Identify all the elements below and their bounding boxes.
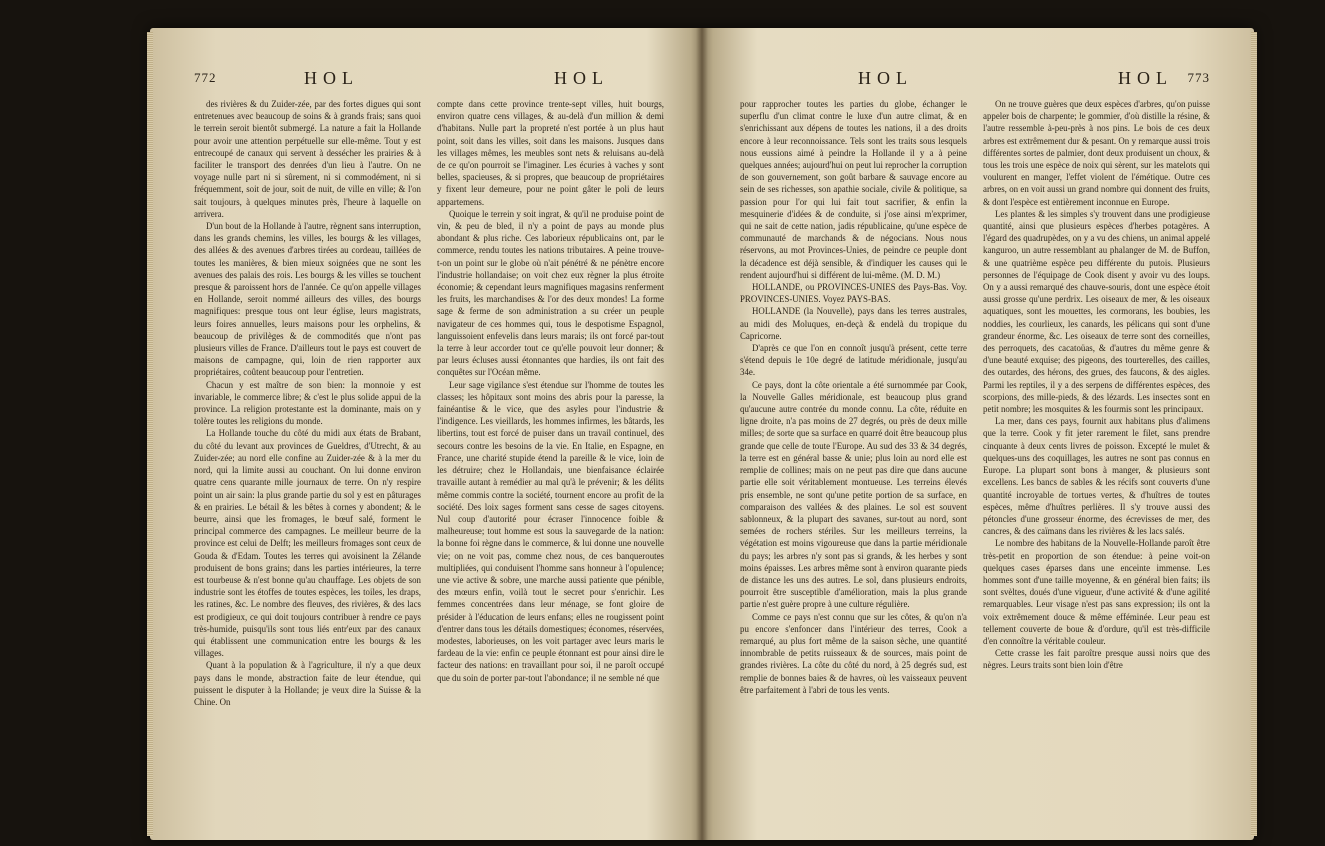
page-number: 772 (194, 70, 217, 85)
text-columns (740, 98, 1210, 820)
running-head: HOL (858, 68, 913, 88)
paragraph: Le nombre des habitans de la Nouvelle-Hollande paroît être très-petit en proportion de son étendue: à peine voit-on quelques cases éparses dans une enceinte immense. Les hommes sont d'une taille moyenne, & en général bien faits; ils sont svèltes, doués d'une vigueur, d'une activité & d'une agilité remarquables. Leur visage n'est pas sans expression; ils ont la voix extrêmement douce & même efféminée. Leur peau est tellement couverte de boue & d'ordure, qu'il est très-difficile d'en connoître la véritable couleur. (983, 538, 1210, 646)
paragraph: La Hollande touche du côté du midi aux états de Brabant, du côté du levant aux provinces de Gueldres, d'Utrecht, & au Zuider-zée; au nord elle confine au Zuider-zée & à la mer du nord, qui la limite aussi au couchant. On lui donne environ quatre cens quarante mille journaux de terre. On n'y respire point un air sain: la plus grande partie du sol y est en pâturages & en prairies. Le bétail & les bêtes à cornes y abondent; & le beurre, ainsi que les fromages, le bœuf salé, forment le principal commerce des campagnes. Le meilleur beurre de la province est celui de Delft; les meilleurs fromages sont ceux de Gouda & d'Edam. Toutes les terres qui avoisinent la Zélande produisent de bons grains; dans les parties intérieures, la terre est tourbeuse & n'est bonne qu'au chauffage. Les objets de son industrie sont les étoffes de toutes espèces, les toiles, les draps, les ratines, &c. Le nombre des fleuves, des rivières, & des lacs est prodigieux, ce qui doit toujours contribuer à rendre ce pays très-humide, puisqu'ils sont tous liés entr'eux par des canaux qui établissent une communication entre les bourgs & les villages. (194, 428, 421, 659)
paragraph: Chacun y est maître de son bien: la monnoie y est invariable, le commerce libre; & c'est le plus solide appui de la province. La religion protestante est la dominante, mais on y tolère toutes les religions du monde. (194, 379, 421, 427)
running-head: HOL (1118, 68, 1173, 88)
paragraph: Quant à la population & à l'agriculture, il n'y a que deux pays dans le monde, abstraction faite de leur étendue, qui puissent le disputer à la Hollande; je veux dire la Suisse & la Chine. On (194, 660, 421, 707)
left-page (150, 28, 700, 840)
paragraph: Comme ce pays n'est connu que sur les côtes, & qu'on n'a pu encore s'enfoncer dans l'intérieur des terres, Cook a remarqué, au plus fort même de la saison sèche, une quantité innombrable de petits ruisseaux & de sources, mais point de grandes rivières. La côte du côté du nord, à 25 degrés sud, est remplie de bonnes baies & de havres, où les vaisseaux peuvent être parfaitement à l'abri de tous les vents. (740, 611, 967, 695)
text-column (983, 98, 1210, 820)
paragraph: Cette crasse les fait paroître presque aussi noirs que des nègres. Leurs traits sont bien loin d'être (983, 648, 1210, 671)
paragraph: On ne trouve guères que deux espèces d'arbres, qu'on puisse appeler bois de charpente; le gommier, d'où distille la résine, & l'autre ressemble à-peu-près à nos pins. Le bois de ces deux arbres est extrêmement dur & pesant. On y remarque aussi trois différentes sortes de palmier, dont deux produisent un choux, & tous les trois une espèce de noix qui sèrent, sur les matelots qui voulurent en manger, l'effet violent de l'émétique. Outre ces arbres, on en voit aussi un grand nombre qui donnent des fruits, & dont l'espèce est entièrement inconnue en Europe. (983, 99, 1210, 207)
paragraph: Les plantes & les simples s'y trouvent dans une prodigieuse quantité, ainsi que plusieurs espèces d'herbes potagères. A l'égard des quadrupèdes, on y a vu des chiens, un animal appelé kanguroo, un autre ressemblant au phalanger de M. de Buffon, & une quatrième espèce peu différente du putois. Plusieurs personnes de l'équipage de Cook disent y avoir vu des loups. On y a aussi remarqué des chauve-souris, dont une espèce étoit aussi grosse qu'une perdrix. Les oiseaux de mer, & les oiseaux aquatiques, sont les mouettes, les cormorans, les boubies, les noddies, les courlieux, les canards, les pélicans qui sont d'une grandeur énorme, &c. Les oiseaux de terre sont des corneilles, des perroquets, des cacatoüas, & d'autres du même genre & d'une beauté exquise; des pigeons, des tourterelles, des cailles, des outardes, des hérons, des grues, des faucons, & des aigles. Parmi les reptiles, il y a des serpens de différentes espèces, des scorpions, des mille-pieds, & des lézards. Les insectes sont en petit nombre; les mosquites & les fourmis sont les principaux. (983, 208, 1210, 415)
paragraph: Leur sage vigilance s'est étendue sur l'homme de toutes les classes; les hôpitaux sont moins des abris pour la paresse, la fainéantise & le vice, que des asyles pour l'industrie & l'indigence. Les vieillards, les hommes infirmes, les bâtards, les libertins, tout est forcé de puiser dans un travail continuel, des secours contre les besoins de la vie. En Italie, en Espagne, en France, une charité stupide étend la pareille & le vice, loin de les détruire; chez le Hollandais, une bienfaisance éclairée travaille autant à remédier au mal qu'à le prévenir; & les délits même commis contre la société, tournent encore au profit de la société. Des loix sages forment sans cesse de sages citoyens. Nul coup d'autorité pour écraser l'innocence foible & malheureuse; tout homme est sous la sauvegarde de la nation: la bonne foi règne dans le commerce, & lui donne une nouvelle vie; on ne voit pas, comme chez nous, de ces banqueroutes multipliées, qui conduisent l'homme sans honneur à l'opulence; une vie active & sobre, une marche aussi patiente que pénible, des mœurs enfin, voilà tout le secret pour s'enrichir. Les femmes concentrées dans leur ménage, se font gloire de présider à l'éducation de leurs enfans; elles ne rougissent point d'entrer dans tous les détails domestiques; économes, réservées, modestes, laborieuses, on les voit partager avec leurs maris le fardeau de la vie: enfin ce peuple étonnant est pour ainsi dire le facteur des nations: en travaillant pour soi, il ne paroît occupé que du soin de porter par-tout l'abondance; il ne semble né que (437, 379, 664, 683)
running-head: HOL (304, 68, 359, 88)
paragraph: D'après ce que l'on en connoît jusqu'à présent, cette terre s'étend depuis le 10e degré de latitude méridionale, jusqu'au 34e. (740, 343, 967, 378)
paragraph: Ce pays, dont la côte orientale a été surnommée par Cook, la Nouvelle Galles méridionale, est beaucoup plus grand qu'aucune autre contrée du monde connu. La côte, réduite en ligne droite, n'a pas moins de 27 degrés, ou près de deux mille milles; de sorte que sa surface en quarré doit être beaucoup plus grande que celle de toute l'Europe. Au sud des 33 & 34 degrés, la terre est en général basse & unie; plus loin au nord elle est remplie de collines; mais on ne peut pas dire que dans aucune partie elle soit véritablement montueuse. Les terreins élevés pris ensemble, ne sont qu'une petite portion de sa surface, en comparaison des vallées & des plaines. Le sol est souvent sablonneux, & la plupart des savanes, sur-tout au nord, sont semées de rochers stériles. Sur les meilleurs terreins, la végétation est moins vigoureuse que dans la partie méridionale du pays; les arbres n'y sont pas si grands, & les herbes y sont moins épaisses. Les arbres même sont à environ quarante pieds de distance les uns des autres. Le sol, dans plusieurs endroits, pourroit être susceptible d'amélioration, mais la plus grande partie n'est guère propre à une culture régulière. (740, 379, 967, 610)
text-column (194, 98, 421, 820)
right-page (704, 28, 1254, 840)
paragraph: pour rapprocher toutes les parties du globe, échanger le superflu d'un climat contre le luxe d'un autre climat, & en s'enrichissant aux dépens de toutes les nations, il a des droits encore à leur reconnoissance. Tels sont les traits sous lesquels nous eussions aimé à peindre la Hollande il y a à peine quelques années; aujourd'hui on peut lui reprocher la corruption de son gouvernement, son goût barbare & sauvage encore au sein de ses richesses, son apathie sociale, civile & politique, sa passion pour l'or qui lui fait tout sacrifier, & enfin la mesquinerie d'idées & de conduite, si j'ose ainsi m'exprimer, qui ne sait de cette nation, jadis républicaine, qu'une espèce de communauté de marchands & de négocians. Nous nous réservons, au mot Provinces-Unies, de peindre ce peuple dont la décadence est déjà sensible, & d'indiquer les causes qui le rendent aujourd'hui si différent de lui-même. (M. D. M.) (740, 99, 967, 280)
paragraph: Quoique le terrein y soit ingrat, & qu'il ne produise point de vin, & peu de bled, il n'y a point de pays au monde plus abondant & plus riche. Ces laborieux républicains ont, par le commerce, rendu toutes les nations tributaires. A peine trouve-t-on un point sur le globe où n'ait pénétré & ne pénètre encore l'industrie hollandaise; on voit chez eux règner la plus étroite économie; & cependant leurs magnifiques magasins renferment les fruits, les marchandises & l'or des deux mondes! La forme sage & ferme de son administration a su créer un peuple navigateur de ces hommes qui, tous le despotisme Espagnol, languissoient enfevelis dans leurs marais; ils ont forcé par-tout la terre à leur accorder tout ce qu'elle pouvoit leur donner; & par leurs écluses aussi étonnantes que hardies, ils ont fait des conquêtes sur l'Océan même. (437, 208, 664, 378)
text-column (740, 98, 967, 820)
running-head: HOL (554, 68, 609, 88)
paragraph: des rivières & du Zuider-zée, par des fortes digues qui sont entretenues avec beaucoup de soins & à grands frais; sans quoi le terrein seroit bientôt submergé. La nature a fait la Hollande pour avoir une attention perpétuelle sur elle-même. Tout y est entrecoupé de canaux qui servent à dessécher les prairies & à faciliter le transport des denrées d'un lieu à l'autre. On ne voyage nulle part ni si sûrement, ni si commodément, ni si fréquemment, soit de jour, soit de nuit, de ville en ville; & l'on sait toujours, à quelques minutes près, l'heure à laquelle on arrivera. (194, 99, 421, 219)
paragraph: HOLLANDE (la Nouvelle), pays dans les terres australes, au midi des Moluques, en-deçà & endelà du tropique du Capricorne. (740, 306, 967, 341)
paragraph: La mer, dans ces pays, fournit aux habitans plus d'alimens que la terre. Cook y fit jeter rarement le filet, sans prendre cinquante à deux cents livres de poisson. Excepté le mulet & quelques-uns des coquillages, les autres ne sont pas connus en Europe. La plupart sont bons à manger, & plusieurs sont excellens. Les bancs de sables & les récifs sont couverts d'une quantité incroyable de tortues vertes, & d'huîtres de toutes espèces, même d'huîtres perlières. Il s'y trouve aussi des pétoncles d'une grosseur énorme, des écrevisses de mer, des cancres, & des caïmans dans les rivières & les lacs salés. (983, 416, 1210, 537)
book-spread (150, 28, 1254, 840)
page-header (728, 68, 1230, 94)
text-columns (194, 98, 664, 820)
page-header (174, 68, 676, 94)
paragraph: HOLLANDE, ou PROVINCES-UNIES des Pays-Bas. Voy. PROVINCES-UNIES. Voyez PAYS-BAS. (740, 282, 967, 305)
text-column (437, 98, 664, 820)
paragraph: D'un bout de la Hollande à l'autre, règnent sans interruption, dans les grands chemins, les villes, les bourgs & les villages, des allées & des avenues d'arbres tirées au cordeau, taillées de toutes les manières, & bien mieux soignées que ne sont les avenues des palais des rois. Les bourgs & les villes se touchent presque & paroissent hors de l'année. Ce qu'on appelle villages en Hollande, seroit nommé ailleurs des villes, des bourgs magnifiques: presque tous ont leur église, leurs magistrats, leurs foires annuelles, leurs maisons pour les orphelins, & beaucoup de privilèges & de commodités que n'ont pas plusieurs villes de France. D'ailleurs tout le pays est couvert de maisons de campagne, qui, loin de rien rapporter aux propriétaires, coûtent beaucoup pour l'entretien. (194, 221, 421, 378)
page-number: 773 (1187, 70, 1210, 85)
paragraph: compte dans cette province trente-sept villes, huit bourgs, environ quatre cens villages, & au-delà d'un million & demi d'habitans. Nulle part la propreté n'est portée à un plus haut point, soit dans les villes, soit dans les maisons. Jusques dans les villages mêmes, les meubles sont nets & reluisans au-delà de ce qu'on pourroit se l'imaginer. Les écuries à vaches y sont belles, spacieuses, & si propres, que beaucoup de propriétaires y fixent leur demeure, pour ne point gâter le poli de leurs appartemens. (437, 99, 664, 207)
